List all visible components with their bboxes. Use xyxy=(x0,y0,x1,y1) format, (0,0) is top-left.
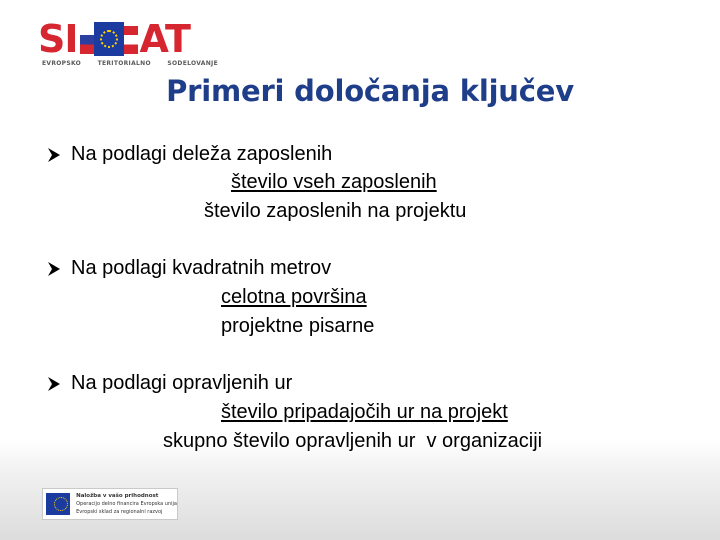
fraction-denominator: število zaposlenih na projektu xyxy=(204,200,467,222)
arrow-bullet-icon xyxy=(45,146,63,164)
logo-right-text: AT xyxy=(139,17,190,61)
logo-tagline-word: TERITORIALNO xyxy=(97,60,151,67)
arrow-bullet-icon xyxy=(45,375,63,393)
slovenia-flag-icon xyxy=(80,26,94,54)
bullet-item xyxy=(45,257,331,280)
badge-line: Naložba v vašo prihodnost xyxy=(76,493,159,499)
logo-left-text: SI xyxy=(38,17,78,61)
fraction-numerator: število vseh zaposlenih xyxy=(231,171,437,193)
logo-tagline-word: SODELOVANJE xyxy=(167,60,218,67)
bullet-text: Na podlagi deleža zaposlenih xyxy=(71,143,333,165)
logo-main xyxy=(38,18,190,60)
bullet-text: Na podlagi opravljenih ur xyxy=(71,372,293,394)
badge-line: Evropski sklad za regionalni razvoj xyxy=(76,509,163,515)
logo-flags xyxy=(80,22,138,56)
eu-flag-icon xyxy=(46,493,70,515)
austria-flag-icon xyxy=(124,26,138,54)
fraction-numerator: celotna površina xyxy=(221,286,367,308)
siat-logo xyxy=(38,18,218,70)
arrow-bullet-icon xyxy=(45,260,63,278)
fraction-denominator: projektne pisarne xyxy=(221,315,375,337)
logo-tagline-word: EVROPSKO xyxy=(42,60,82,67)
fraction-denominator: skupno število opravljenih ur v organizaciji xyxy=(163,430,543,452)
eu-funding-badge xyxy=(42,488,178,520)
bullet-text: Na podlagi kvadratnih metrov xyxy=(71,257,332,279)
eu-flag-icon xyxy=(94,22,124,56)
badge-text xyxy=(76,492,177,516)
bullet-item xyxy=(45,372,292,395)
fraction-numerator: število pripadajočih ur na projekt xyxy=(221,401,508,423)
badge-line: Operacijo delno financira Evropska unija xyxy=(76,501,177,507)
slide-title: Primeri določanja ključev xyxy=(166,74,574,108)
logo-tagline xyxy=(42,60,218,70)
bullet-item xyxy=(45,143,332,166)
